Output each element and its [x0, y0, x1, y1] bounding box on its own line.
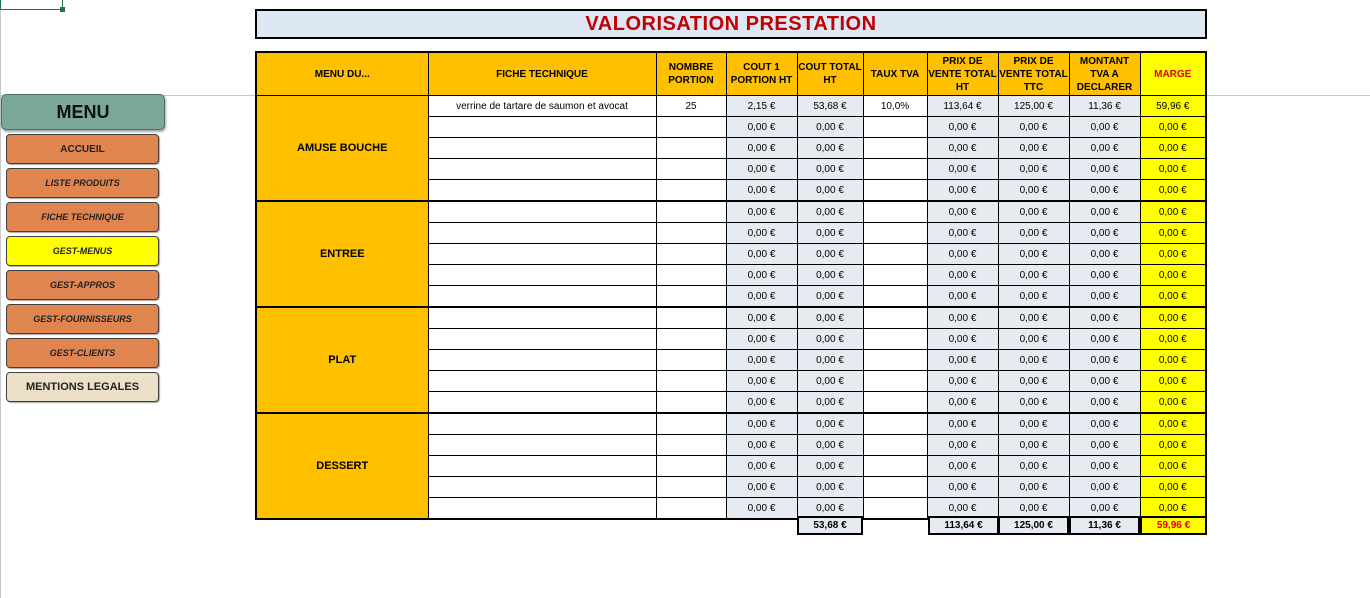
prix-ht-cell[interactable]: 0,00 €: [927, 329, 998, 350]
prix-ht-cell[interactable]: 0,00 €: [927, 244, 998, 265]
nombre-cell[interactable]: [656, 201, 726, 223]
prix-ttc-cell[interactable]: 0,00 €: [998, 138, 1069, 159]
menu-header: MENU: [1, 94, 165, 130]
total-montant-tva[interactable]: 11,36 €: [1069, 516, 1140, 535]
prix-ht-cell[interactable]: 0,00 €: [927, 435, 998, 456]
montant-tva-cell[interactable]: 0,00 €: [1069, 244, 1140, 265]
marge-cell[interactable]: 0,00 €: [1140, 201, 1206, 223]
fill-handle[interactable]: [60, 7, 65, 12]
marge-cell[interactable]: 0,00 €: [1140, 180, 1206, 202]
prix-ht-cell[interactable]: 0,00 €: [927, 180, 998, 202]
section-label[interactable]: PLAT: [256, 307, 428, 413]
tva-cell[interactable]: [863, 180, 927, 202]
header-menu-du: MENU DU...: [256, 52, 428, 96]
tva-cell[interactable]: [863, 435, 927, 456]
cout-portion-cell[interactable]: 0,00 €: [726, 117, 797, 138]
cout-total-cell[interactable]: 0,00 €: [797, 117, 863, 138]
nombre-cell[interactable]: [656, 456, 726, 477]
liste-produits-button[interactable]: LISTE PRODUITS: [6, 168, 159, 198]
selected-cell[interactable]: [0, 0, 63, 10]
fiche-cell[interactable]: [428, 307, 656, 329]
cout-portion-cell[interactable]: 0,00 €: [726, 307, 797, 329]
prix-ttc-cell[interactable]: 0,00 €: [998, 498, 1069, 520]
header-fiche-technique: FICHE TECHNIQUE: [428, 52, 656, 96]
fiche-cell[interactable]: [428, 350, 656, 371]
nombre-cell[interactable]: [656, 223, 726, 244]
section-label[interactable]: DESSERT: [256, 413, 428, 519]
marge-cell[interactable]: 0,00 €: [1140, 477, 1206, 498]
prix-ttc-cell[interactable]: 0,00 €: [998, 350, 1069, 371]
nombre-cell[interactable]: [656, 265, 726, 286]
nombre-cell[interactable]: [656, 413, 726, 435]
tva-cell[interactable]: 10,0%: [863, 96, 927, 117]
cout-total-cell[interactable]: 0,00 €: [797, 244, 863, 265]
cout-portion-cell[interactable]: 0,00 €: [726, 244, 797, 265]
montant-tva-cell[interactable]: 11,36 €: [1069, 96, 1140, 117]
header-marge: MARGE: [1140, 52, 1206, 96]
tva-cell[interactable]: [863, 329, 927, 350]
prix-ht-cell[interactable]: 0,00 €: [927, 350, 998, 371]
marge-cell[interactable]: 0,00 €: [1140, 435, 1206, 456]
prix-ttc-cell[interactable]: 0,00 €: [998, 371, 1069, 392]
header-cout-portion: COUT 1 PORTION HT: [726, 52, 797, 96]
tva-cell[interactable]: [863, 456, 927, 477]
fiche-cell[interactable]: [428, 286, 656, 308]
cout-portion-cell[interactable]: 0,00 €: [726, 435, 797, 456]
prix-ttc-cell[interactable]: 0,00 €: [998, 307, 1069, 329]
montant-tva-cell[interactable]: 0,00 €: [1069, 117, 1140, 138]
cout-portion-cell[interactable]: 0,00 €: [726, 371, 797, 392]
montant-tva-cell[interactable]: 0,00 €: [1069, 435, 1140, 456]
marge-cell[interactable]: 0,00 €: [1140, 286, 1206, 308]
cout-portion-cell[interactable]: 0,00 €: [726, 350, 797, 371]
accueil-button[interactable]: ACCUEIL: [6, 134, 159, 164]
prix-ht-cell[interactable]: 0,00 €: [927, 286, 998, 308]
total-marge[interactable]: 59,96 €: [1140, 516, 1207, 535]
prix-ht-cell[interactable]: 113,64 €: [927, 96, 998, 117]
tva-cell[interactable]: [863, 286, 927, 308]
cout-total-cell[interactable]: 0,00 €: [797, 477, 863, 498]
nombre-cell[interactable]: [656, 477, 726, 498]
gest-menus-button[interactable]: GEST-MENUS: [6, 236, 159, 266]
fiche-cell[interactable]: [428, 223, 656, 244]
tva-cell[interactable]: [863, 413, 927, 435]
cout-total-cell[interactable]: 0,00 €: [797, 350, 863, 371]
prix-ttc-cell[interactable]: 0,00 €: [998, 223, 1069, 244]
tva-cell[interactable]: [863, 392, 927, 414]
table-row: [256, 96, 1206, 117]
prix-ttc-cell[interactable]: 0,00 €: [998, 456, 1069, 477]
gest-appros-button[interactable]: GEST-APPROS: [6, 270, 159, 300]
cout-total-cell[interactable]: 0,00 €: [797, 371, 863, 392]
page-title: VALORISATION PRESTATION: [255, 9, 1207, 39]
fiche-cell[interactable]: [428, 392, 656, 414]
cout-portion-cell[interactable]: 0,00 €: [726, 201, 797, 223]
cout-portion-cell[interactable]: 0,00 €: [726, 138, 797, 159]
total-prix-ttc[interactable]: 125,00 €: [998, 516, 1069, 535]
nombre-cell[interactable]: [656, 498, 726, 520]
fiche-cell[interactable]: [428, 371, 656, 392]
marge-cell[interactable]: 0,00 €: [1140, 413, 1206, 435]
tva-cell[interactable]: [863, 477, 927, 498]
tva-cell[interactable]: [863, 201, 927, 223]
prix-ttc-cell[interactable]: 0,00 €: [998, 201, 1069, 223]
nombre-cell[interactable]: [656, 392, 726, 414]
cout-portion-cell[interactable]: 0,00 €: [726, 456, 797, 477]
marge-cell[interactable]: 0,00 €: [1140, 307, 1206, 329]
fiche-cell[interactable]: [428, 244, 656, 265]
header-prix-ttc: PRIX DE VENTE TOTAL TTC: [998, 52, 1069, 96]
tva-cell[interactable]: [863, 350, 927, 371]
prix-ttc-cell[interactable]: 0,00 €: [998, 117, 1069, 138]
nombre-cell[interactable]: [656, 350, 726, 371]
section-label[interactable]: ENTREE: [256, 201, 428, 307]
montant-tva-cell[interactable]: 0,00 €: [1069, 223, 1140, 244]
cout-portion-cell[interactable]: 0,00 €: [726, 392, 797, 414]
total-prix-ht[interactable]: 113,64 €: [928, 516, 999, 535]
prix-ht-cell[interactable]: 0,00 €: [927, 159, 998, 180]
tva-cell[interactable]: [863, 244, 927, 265]
marge-cell[interactable]: 0,00 €: [1140, 159, 1206, 180]
prix-ttc-cell[interactable]: 0,00 €: [998, 286, 1069, 308]
tva-cell[interactable]: [863, 265, 927, 286]
nombre-cell[interactable]: [656, 138, 726, 159]
fiche-technique-button[interactable]: FICHE TECHNIQUE: [6, 202, 159, 232]
marge-cell[interactable]: 0,00 €: [1140, 244, 1206, 265]
prix-ht-cell[interactable]: 0,00 €: [927, 477, 998, 498]
table-row: [256, 413, 1206, 435]
montant-tva-cell[interactable]: 0,00 €: [1069, 307, 1140, 329]
cout-portion-cell[interactable]: 0,00 €: [726, 329, 797, 350]
prix-ht-cell[interactable]: 0,00 €: [927, 413, 998, 435]
section-label[interactable]: AMUSE BOUCHE: [256, 96, 428, 202]
marge-cell[interactable]: 0,00 €: [1140, 392, 1206, 414]
cout-portion-cell[interactable]: 0,00 €: [726, 286, 797, 308]
montant-tva-cell[interactable]: 0,00 €: [1069, 329, 1140, 350]
montant-tva-cell[interactable]: 0,00 €: [1069, 265, 1140, 286]
montant-tva-cell[interactable]: 0,00 €: [1069, 392, 1140, 414]
cout-total-cell[interactable]: 0,00 €: [797, 413, 863, 435]
prix-ht-cell[interactable]: 0,00 €: [927, 456, 998, 477]
fiche-cell[interactable]: [428, 265, 656, 286]
cout-total-cell[interactable]: 0,00 €: [797, 329, 863, 350]
marge-cell[interactable]: 0,00 €: [1140, 498, 1206, 520]
prix-ht-cell[interactable]: 0,00 €: [927, 307, 998, 329]
fiche-cell[interactable]: [428, 180, 656, 202]
marge-cell[interactable]: 0,00 €: [1140, 138, 1206, 159]
nombre-cell[interactable]: [656, 435, 726, 456]
montant-tva-cell[interactable]: 0,00 €: [1069, 201, 1140, 223]
tva-cell[interactable]: [863, 498, 927, 520]
gest-fournisseurs-button[interactable]: GEST-FOURNISSEURS: [6, 304, 159, 334]
marge-cell[interactable]: 0,00 €: [1140, 456, 1206, 477]
table-row: [256, 307, 1206, 329]
nombre-cell[interactable]: [656, 307, 726, 329]
tva-cell[interactable]: [863, 159, 927, 180]
marge-cell[interactable]: 0,00 €: [1140, 329, 1206, 350]
prix-ttc-cell[interactable]: 0,00 €: [998, 435, 1069, 456]
prix-ttc-cell[interactable]: 0,00 €: [998, 477, 1069, 498]
fiche-cell[interactable]: [428, 329, 656, 350]
cout-portion-cell[interactable]: 0,00 €: [726, 265, 797, 286]
tva-cell[interactable]: [863, 371, 927, 392]
montant-tva-cell[interactable]: 0,00 €: [1069, 477, 1140, 498]
sheet-gridline-left: [0, 0, 1, 598]
nombre-cell[interactable]: [656, 159, 726, 180]
fiche-cell[interactable]: [428, 456, 656, 477]
prix-ttc-cell[interactable]: 0,00 €: [998, 159, 1069, 180]
prix-ht-cell[interactable]: 0,00 €: [927, 371, 998, 392]
tva-cell[interactable]: [863, 117, 927, 138]
cout-total-cell[interactable]: 0,00 €: [797, 456, 863, 477]
nombre-cell[interactable]: [656, 371, 726, 392]
fiche-cell[interactable]: [428, 159, 656, 180]
prix-ht-cell[interactable]: 0,00 €: [927, 201, 998, 223]
montant-tva-cell[interactable]: 0,00 €: [1069, 138, 1140, 159]
prix-ht-cell[interactable]: 0,00 €: [927, 138, 998, 159]
nombre-cell[interactable]: [656, 329, 726, 350]
cout-total-cell[interactable]: 0,00 €: [797, 392, 863, 414]
prix-ttc-cell[interactable]: 125,00 €: [998, 96, 1069, 117]
prix-ttc-cell[interactable]: 0,00 €: [998, 244, 1069, 265]
nombre-cell[interactable]: [656, 117, 726, 138]
cout-total-cell[interactable]: 0,00 €: [797, 286, 863, 308]
fiche-cell[interactable]: [428, 477, 656, 498]
cout-total-cell[interactable]: 0,00 €: [797, 159, 863, 180]
fiche-cell[interactable]: [428, 138, 656, 159]
cout-total-cell[interactable]: 0,00 €: [797, 498, 863, 520]
marge-cell[interactable]: 0,00 €: [1140, 117, 1206, 138]
prix-ht-cell[interactable]: 0,00 €: [927, 498, 998, 520]
tva-cell[interactable]: [863, 307, 927, 329]
marge-cell[interactable]: 59,96 €: [1140, 96, 1206, 117]
gest-clients-button[interactable]: GEST-CLIENTS: [6, 338, 159, 368]
fiche-cell[interactable]: [428, 413, 656, 435]
montant-tva-cell[interactable]: 0,00 €: [1069, 159, 1140, 180]
cout-total-cell[interactable]: 0,00 €: [797, 201, 863, 223]
prix-ttc-cell[interactable]: 0,00 €: [998, 265, 1069, 286]
fiche-cell[interactable]: [428, 498, 656, 520]
prix-ttc-cell[interactable]: 0,00 €: [998, 392, 1069, 414]
table-header-row: [256, 52, 1206, 96]
marge-cell[interactable]: 0,00 €: [1140, 223, 1206, 244]
marge-cell[interactable]: 0,00 €: [1140, 350, 1206, 371]
montant-tva-cell[interactable]: 0,00 €: [1069, 350, 1140, 371]
fiche-cell[interactable]: [428, 201, 656, 223]
prix-ht-cell[interactable]: 0,00 €: [927, 223, 998, 244]
marge-cell[interactable]: 0,00 €: [1140, 371, 1206, 392]
cout-total-cell[interactable]: 0,00 €: [797, 138, 863, 159]
cout-total-cell[interactable]: 0,00 €: [797, 435, 863, 456]
cout-portion-cell[interactable]: 0,00 €: [726, 498, 797, 520]
nombre-cell[interactable]: [656, 286, 726, 308]
cout-portion-cell[interactable]: 0,00 €: [726, 180, 797, 202]
montant-tva-cell[interactable]: 0,00 €: [1069, 180, 1140, 202]
cout-total-cell[interactable]: 0,00 €: [797, 265, 863, 286]
cout-portion-cell[interactable]: 0,00 €: [726, 477, 797, 498]
prix-ttc-cell[interactable]: 0,00 €: [998, 329, 1069, 350]
cout-portion-cell[interactable]: 0,00 €: [726, 223, 797, 244]
tva-cell[interactable]: [863, 223, 927, 244]
valorisation-table: [255, 51, 1207, 520]
cout-portion-cell[interactable]: 0,00 €: [726, 413, 797, 435]
marge-cell[interactable]: 0,00 €: [1140, 265, 1206, 286]
prix-ht-cell[interactable]: 0,00 €: [927, 392, 998, 414]
prix-ttc-cell[interactable]: 0,00 €: [998, 180, 1069, 202]
mentions-legales-button[interactable]: MENTIONS LEGALES: [6, 372, 159, 402]
table-row: [256, 201, 1206, 223]
nombre-cell[interactable]: [656, 244, 726, 265]
nombre-cell[interactable]: [656, 180, 726, 202]
fiche-cell[interactable]: verrine de tartare de saumon et avocat: [428, 96, 656, 117]
cout-total-cell[interactable]: 53,68 €: [797, 96, 863, 117]
prix-ht-cell[interactable]: 0,00 €: [927, 265, 998, 286]
cout-total-cell[interactable]: 0,00 €: [797, 223, 863, 244]
prix-ttc-cell[interactable]: 0,00 €: [998, 413, 1069, 435]
cout-total-cell[interactable]: 0,00 €: [797, 180, 863, 202]
montant-tva-cell[interactable]: 0,00 €: [1069, 413, 1140, 435]
cout-total-cell[interactable]: 0,00 €: [797, 307, 863, 329]
cout-portion-cell[interactable]: 2,15 €: [726, 96, 797, 117]
montant-tva-cell[interactable]: 0,00 €: [1069, 286, 1140, 308]
prix-ht-cell[interactable]: 0,00 €: [927, 117, 998, 138]
header-taux-tva: TAUX TVA: [863, 52, 927, 96]
montant-tva-cell[interactable]: 0,00 €: [1069, 498, 1140, 520]
cout-portion-cell[interactable]: 0,00 €: [726, 159, 797, 180]
montant-tva-cell[interactable]: 0,00 €: [1069, 456, 1140, 477]
header-prix-ht: PRIX DE VENTE TOTAL HT: [927, 52, 998, 96]
header-montant-tva: MONTANT TVA A DECLARER: [1069, 52, 1140, 96]
header-nombre-portion: NOMBRE PORTION: [656, 52, 726, 96]
total-cout-ht[interactable]: 53,68 €: [797, 516, 863, 535]
header-cout-total: COUT TOTAL HT: [797, 52, 863, 96]
fiche-cell[interactable]: [428, 117, 656, 138]
montant-tva-cell[interactable]: 0,00 €: [1069, 371, 1140, 392]
fiche-cell[interactable]: [428, 435, 656, 456]
nombre-cell[interactable]: 25: [656, 96, 726, 117]
tva-cell[interactable]: [863, 138, 927, 159]
